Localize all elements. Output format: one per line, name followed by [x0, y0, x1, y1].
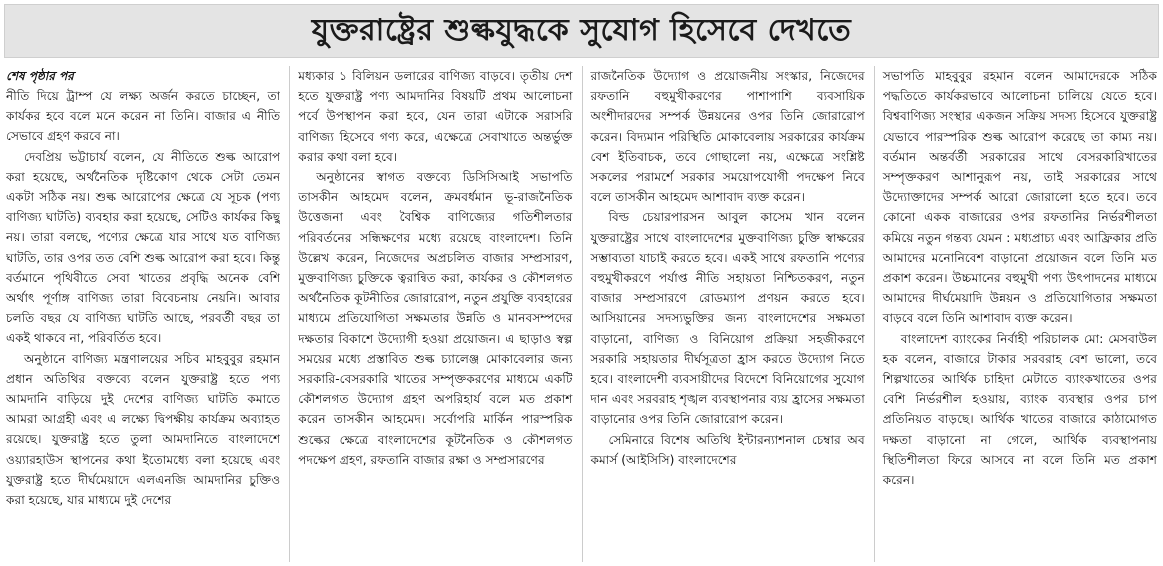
- article-column-4: [874, 66, 1157, 562]
- article-column-2: [289, 66, 572, 562]
- article-paragraph: বাংলাদেশ ব্যাংকের নির্বাহী পরিচালক মো: মেসবাউল হক বলেন, বাজারে টাকার সরবরাহ বেশ ভালো, তবে শিল্পখাতের আর্থিক চাহিদা মেটাতে ব্যাংকখাতের ওপর বেশি নির্ভরশীল হওয়ায়, ব্যাংক ব্যবস্থার ওপর চাপ প্রতিনিয়ত বাড়ছে। আর্থিক খাতের বাজারে কাঠামোগত দক্ষতা বাড়ানো না গেলে, আর্থিক ব্যবস্থাপনায় স্থিতিশীলতা ফিরে আসবে না বলে তিনি মত প্রকাশ করেন।: [882, 331, 1157, 488]
- article-paragraph: সভাপতি মাহবুবুর রহমান বলেন আমাদেরকে সঠিক পদ্ধতিতে কার্যকরভাবে আলোচনা চালিয়ে যেতে হবে। বিশ্ববাণিজ্য সংস্থার একজন সক্রিয় সদস্য হিসেবে যুক্তরাষ্ট্র যেভাবে পারস্পরিক শুল্ক আরোপ করেছে তা কাম্য নয়। বর্তমান অন্তর্বর্তী সরকারের সাথে বেসরকারিখাতের সম্পৃক্তকরণ আশানুরূপ নয়, তাই সরকারের সাথে উদ্যোক্তাদের সম্পর্ক আরো জোরালো হতে হবে। তবে কোনো একক বাজারের ওপর রফতানির নির্ভরশীলতা কমিয়ে নতুন গন্তব্য যেমন : মধ্যপ্রাচ্য এবং আফ্রিকার প্রতি আমাদের মনোনিবেশ বাড়ানো প্রয়োজন বলে তিনি মত প্রকাশ করেন। উচ্চমানের বহুমুখী পণ্য উৎপাদনের মাধ্যমে আমাদের দীর্ঘমেয়াদি উন্নয়ন ও প্রতিযোগিতার সক্ষমতা বাড়বে বলে তিনি আশাবাদ ব্যক্ত করেন।: [882, 69, 1157, 326]
- article-paragraph: সেমিনারে বিশেষ অতিথি ইন্টারন্যাশনাল চেম্বার অব কমার্স (আইসিসি) বাংলাদেশের: [590, 432, 865, 467]
- article-column-3: [582, 66, 865, 562]
- article-paragraph: রাজনৈতিক উদ্যোগ ও প্রয়োজনীয় সংস্কার, নিজেদের রফতানি বহুমুখীকরণের পাশাপাশি ব্যবসায়িক অংশীদারদের সম্পর্ক উন্নয়নের ওপর তিনি জোরারোপ করেন। বিদ্যমান পরিস্থিতি মোকাবেলায় সরকারের কার্যক্রম বেশ ইতিবাচক, তবে গোছালো নয়, এক্ষেত্রে সংশ্লিষ্ট সকলের পরামর্শে সরকার সময়োপযোগী পদক্ষেপ নিবে বলে তাসকীন আহমেদ আশাবাদ ব্যক্ত করেন।: [590, 69, 865, 205]
- headline-banner: [4, 4, 1159, 58]
- article-paragraph: অনুষ্ঠানের স্বাগত বক্তব্যে ডিসিসিআই সভাপতি তাসকীন আহমেদ বলেন, ক্রমবর্ধমান ভূ-রাজনৈতিক উত্তেজনা এবং বৈশ্বিক বাণিজ্যের গতিশীলতার পরিবর্তনের সন্ধিক্ষণের মধ্যে রয়েছে বাংলাদেশ। তিনি উল্লেখ করেন, নিজেদের অপ্রচলিত বাজার সম্প্রসারণ, মুক্তবাণিজ্য চুক্তিকে ত্বরান্বিত করা, কার্যকর ও কৌশলগত অর্থনৈতিক কূটনীতির জোরারোপ, নতুন প্রযুক্তি ব্যবহারের মাধ্যমে প্রতিযোগিতা সক্ষমতার উন্নতি ও মানবসম্পদের দক্ষতার বিকাশে উদ্যোগী হওয়া প্রয়োজন। এ ছাড়াও স্বল্প সময়ের মধ্যে প্রস্তাবিত শুল্ক চ্যালেঞ্জ মোকাবেলার জন্য সরকারি-বেসরকারি খাতের সম্পৃক্তকরণের মাধ্যমে একটি কৌশলগত উদ্যোগ গ্রহণ অপরিহার্য বলে মত প্রকাশ করেন তাসকীন আহমেদ। সর্বোপরি মার্কিন পারস্পরিক শুল্কের ক্ষেত্রে বাংলাদেশের কূটনৈতিক ও কৌশলগত পদক্ষেপ গ্রহণ, রফতানি বাজার রক্ষা ও সম্প্রসারণের: [298, 170, 573, 467]
- article-paragraph: বিল্ড চেয়ারপারসন আবুল কাসেম খান বলেন যুক্তরাষ্ট্রের সাথে বাংলাদেশের মুক্তবাণিজ্য চুক্তি স্বাক্ষরের সম্ভাব্যতা যাচাই করতে হবে। একই সাথে রফতানি পণ্যের বহুমুখীকরণে পর্যাপ্ত নীতি সহায়তা নিশ্চিতকরণ, নতুন বাজার সম্প্রসারণে রোডম্যাপ প্রণয়ন করতে হবে। আসিয়ানের সদস্যভুক্তির জন্য বাংলাদেশের সক্ষমতা বাড়ানো, বাণিজ্য ও বিনিয়োগ প্রক্রিয়া সহজীকরণে সরকারি সহায়তার দীর্ঘসূত্রতা হ্রাস করতে উদ্যোগ নিতে হবে। বাংলাদেশী ব্যবসায়ীদের বিদেশে বিনিয়োগের সুযোগ দান এবং সরবরাহ শৃঙ্খল ব্যবস্থাপনার ব্যয় হ্রাসের সক্ষমতা বাড়ানোর ওপর তিনি জোরারোপ করেন।: [590, 210, 865, 427]
- article-headline: যুক্তরাষ্ট্রের শুল্কযুদ্ধকে সুযোগ হিসেবে দেখতে: [311, 12, 852, 48]
- article-body: [6, 66, 1157, 562]
- article-column-1: [6, 66, 280, 562]
- continuation-label: শেষ পৃষ্ঠার পর: [6, 69, 74, 83]
- article-paragraph: মধ্যকার ১ বিলিয়ন ডলারের বাণিজ্য বাড়বে। তৃতীয় দেশ হতে যুক্তরাষ্ট্র পণ্য আমদানির বিষয়টি প্রথম আলোচনা পর্বে উপস্থাপন করা হবে, যেন তারা এটাকে সরাসরি বাণিজ্য হিসেবে গণ্য করে, এক্ষেত্রে সেবাখাতে অন্তর্ভুক্ত করার কথা বলা হবে।: [298, 69, 573, 164]
- article-paragraph: দেবপ্রিয় ভট্টাচার্য বলেন, যে নীতিতে শুল্ক আরোপ করা হয়েছে, অর্থনৈতিক দৃষ্টিকোণ থেকে সেটা তেমন একটা সঠিক নয়। শুল্ক আরোপের ক্ষেত্রে যে সূচক (পণ্য বাণিজ্য ঘাটতি) ব্যবহার করা হয়েছে, সেটিও কার্যকর কিছু নয়। তারা বলছে, পণ্যের ক্ষেত্রে যার সাথে যত বাণিজ্য ঘাটতি, তার ওপর তত বেশি শুল্ক আরোপ করা হবে। কিন্তু বর্তমানে পৃথিবীতে সেবা খাতের প্রবৃদ্ধি অনেক বেশি অর্থাৎ পূর্ণাঙ্গ বাণিজ্য তারা বিবেচনায় নেয়নি। আবার চলতি বছর যে বাণিজ্য ঘাটতি আছে, পরবর্তী বছর তা একই থাকবে না, পরিবর্তিত হবে।: [6, 149, 281, 346]
- article-paragraph: অনুষ্ঠানে বাণিজ্য মন্ত্রণালয়ের সচিব মাহবুবুর রহমান প্রধান অতিথির বক্তব্যে বলেন যুক্তরাষ্ট্র হতে পণ্য আমদানি বাড়িয়ে দুই দেশের বাণিজ্য ঘাটতি কমাতে আমরা আগ্রহী এবং এ লক্ষ্যে দ্বিপক্ষীয় কার্যক্রম অব্যাহত রয়েছে। যুক্তরাষ্ট্র হতে তুলা আমদানিতে বাংলাদেশে ওয়্যারহাউস স্থাপনের কথা ইতোমধ্যে বলা হয়েছে এবং যুক্তরাষ্ট্র হতে দীর্ঘমেয়াদে এলএনজি আমদানির চুক্তিও করা হয়েছে, যার মাধ্যমে দুই দেশের: [6, 351, 281, 508]
- article-paragraph: নীতি দিয়ে ট্রাম্প যে লক্ষ্য অর্জন করতে চাচ্ছেন, তা কার্যকর হবে বলে মনে করেন না তিনি। বাজার এ নীতি সেভাবে গ্রহণ করবে না।: [6, 89, 281, 144]
